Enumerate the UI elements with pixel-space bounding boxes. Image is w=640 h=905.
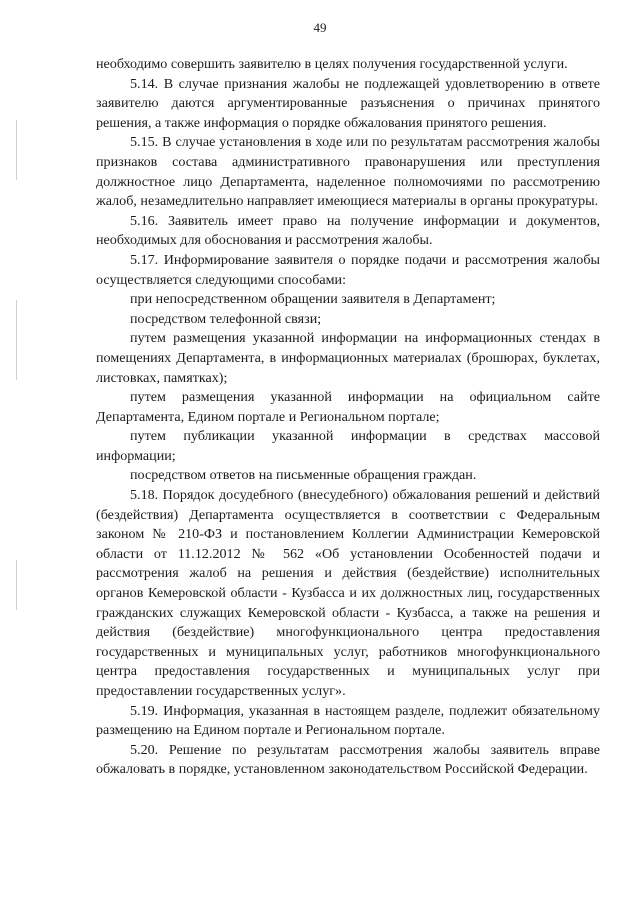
paragraph-5-14: 5.14. В случае признания жалобы не подлежащей удовлетворению в ответе заявителю даются аргументированные разъяснения о причинах принятого решения, а также информация о порядке обжалования принятого решения. [96, 75, 600, 131]
document-body [96, 55, 600, 780]
paragraph-continuation: необходимо совершить заявителю в целях получения государственной услуги. [96, 56, 568, 72]
paragraph-5-19: 5.19. Информация, указанная в настоящем разделе, подлежит обязательному размещению на Едином портале и Региональном портале. [96, 702, 600, 739]
paragraph-5-20: 5.20. Решение по результатам рассмотрения жалобы заявитель вправе обжаловать в порядке, установленном законодательством Российской Федерации. [96, 741, 600, 778]
paragraph-5-17: 5.17. Информирование заявителя о порядке подачи и рассмотрения жалобы осуществляется следующими способами: [96, 251, 600, 288]
list-item-phone: посредством телефонной связи; [130, 310, 322, 327]
scan-edge-mark-bottom [16, 560, 17, 610]
scan-edge-mark-top [16, 120, 17, 180]
list-item-direct-contact: при непосредственном обращении заявителя в Департамент; [130, 291, 496, 308]
paragraph-5-16: 5.16. Заявитель имеет право на получение информации и документов, необходимых для обоснования и рассмотрения жалобы. [96, 212, 600, 249]
page-number: 49 [313, 20, 327, 35]
list-item-written-replies: посредством ответов на письменные обращения граждан. [130, 467, 477, 484]
scan-edge-mark-middle [16, 300, 17, 380]
list-item-official-site: путем размещения указанной информации на официальном сайте Департамента, Едином портале и Региональном портале; [96, 389, 600, 425]
paragraph-5-15: 5.15. В случае установления в ходе или по результатам рассмотрения жалобы признаков состава административного правонарушения или преступления должностное лицо Департамента, наделенное полномочиями по рассмотрению жалоб, незамедлительно направляет имеющиеся материалы в органы прокуратуры. [96, 134, 600, 210]
list-item-info-stands: путем размещения указанной информации на информационных стендах в помещениях Департамента, в информационных материалах (брошюрах, буклетах, листовках, памятках); [96, 330, 600, 386]
list-item-mass-media: путем публикации указанной информации в средствах массовой информации; [96, 428, 600, 464]
paragraph-5-18: 5.18. Порядок досудебного (внесудебного) обжалования решений и действий (бездействия) Департамента осуществляется в соответствии с Федеральным законом № 210-ФЗ и постановлением Коллегии Администрации Кемеровской области от 11.12.2012 № 562 «Об установлении Особенностей подачи и рассмотрения жалоб на решения и действия (бездействие) исполнительных органов Кемеровской области - Кузбасса и их должностных лиц, государственных гражданских служащих Кемеровской области - Кузбасса, а также на решения и действия (бездействие) многофункционального центра предоставления государственных и муниципальных услуг, работников многофункционального центра предоставления государственных и муниципальных услуг при предоставлении государственных услуг». [96, 487, 600, 699]
